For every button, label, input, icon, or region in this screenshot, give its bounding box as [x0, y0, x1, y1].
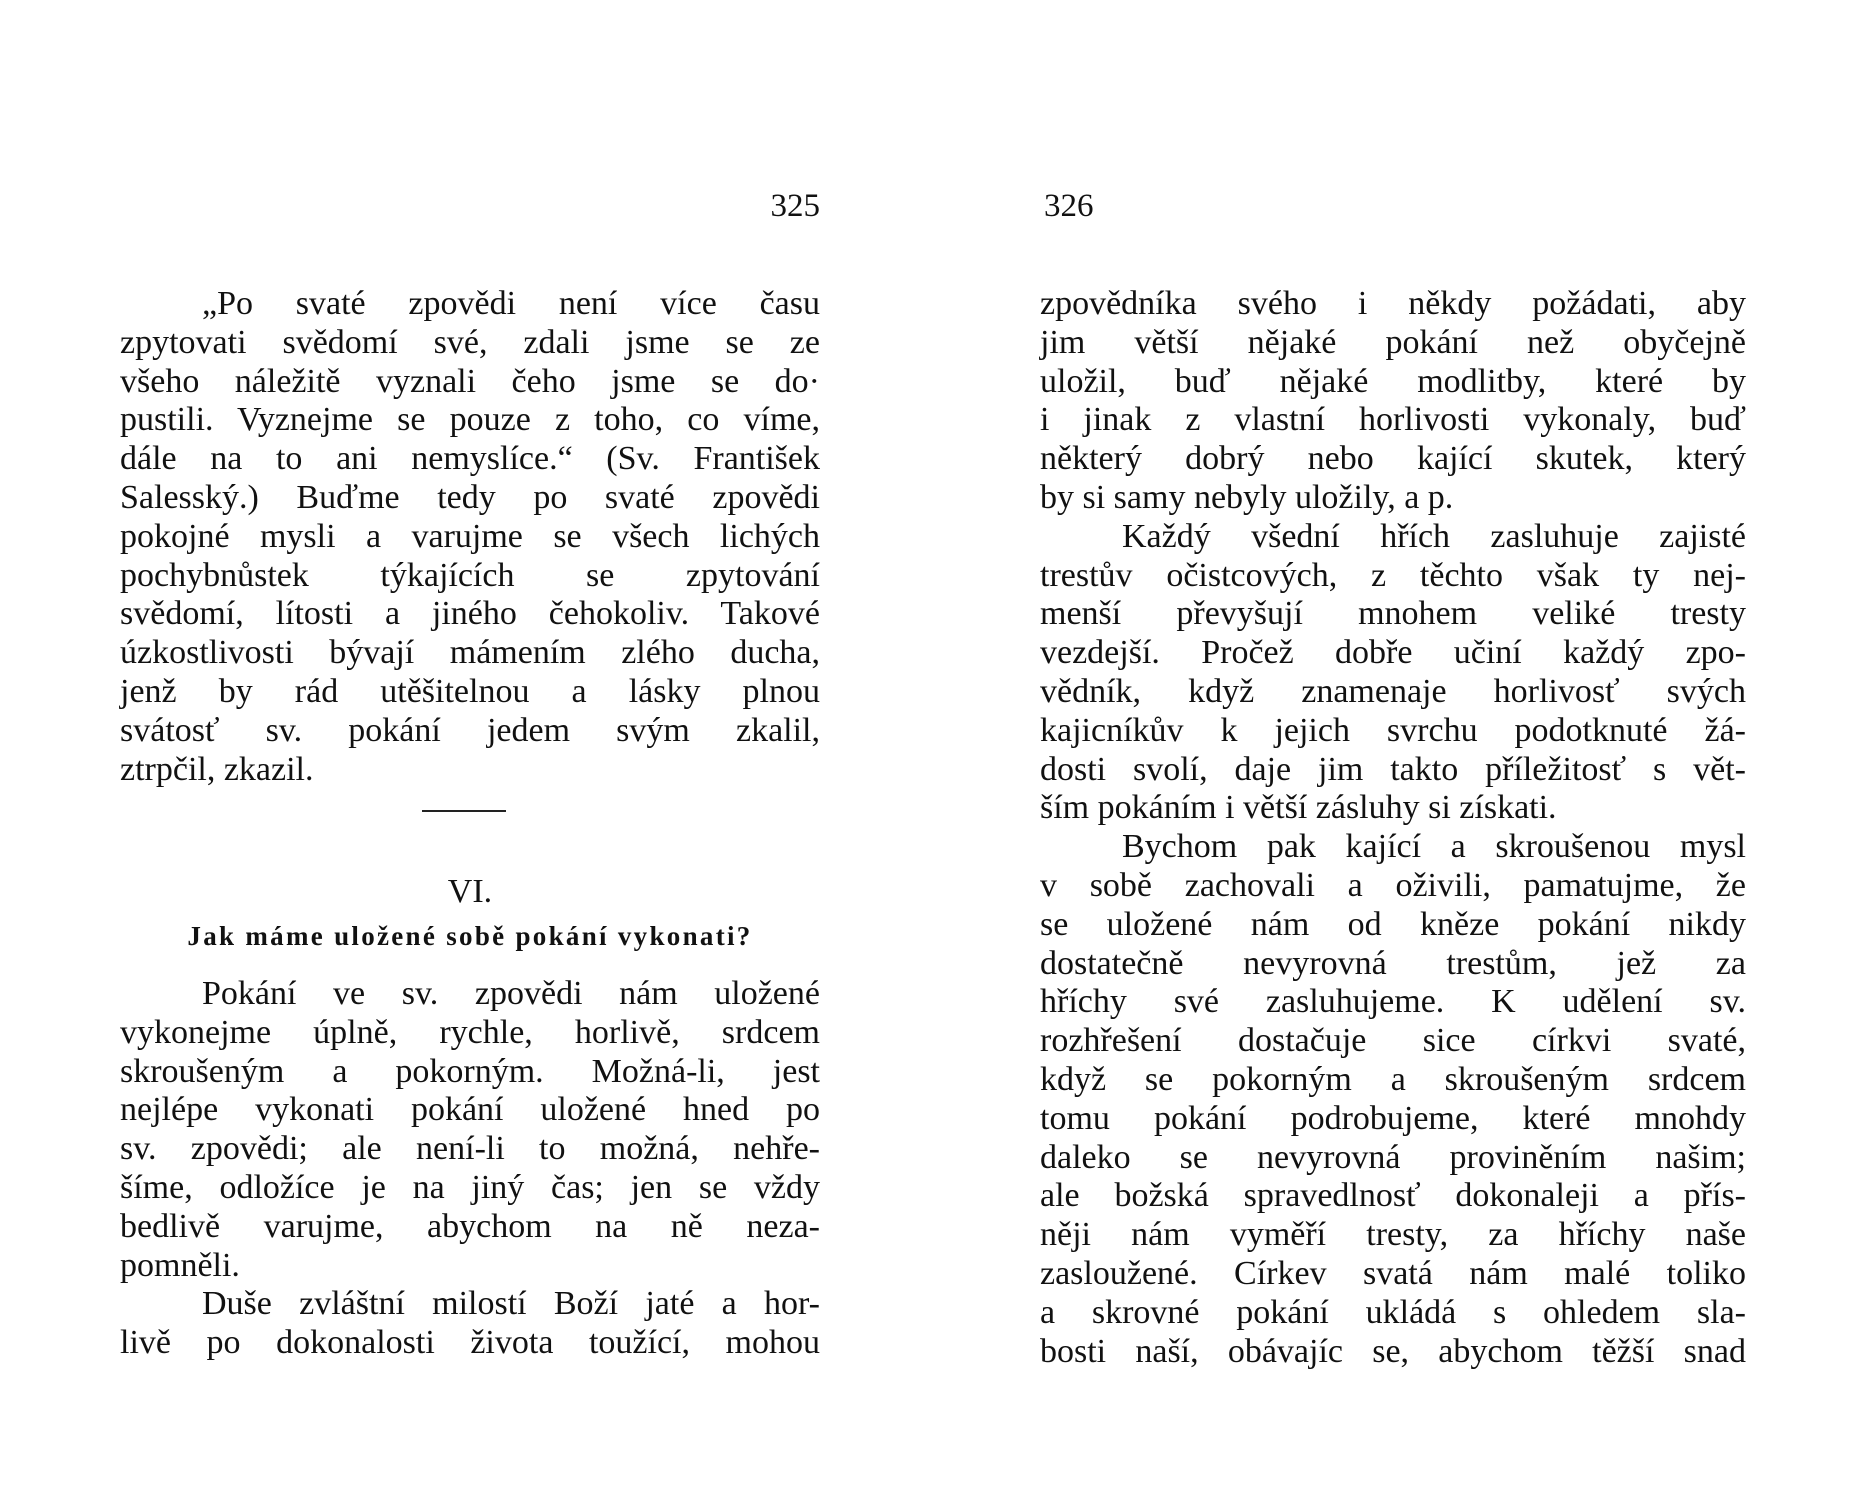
- text-line: svátosť sv. pokání jedem svým zkalil,: [120, 711, 820, 749]
- text-line: rozhřešení dostačuje sice církvi svaté,: [1040, 1022, 1746, 1060]
- text-line: pomněli.: [120, 1246, 240, 1284]
- text-line: trestův očistcových, z těchto však ty nej-: [1040, 556, 1746, 594]
- text-line: tomu pokání podrobujeme, které mnohdy: [1040, 1099, 1746, 1137]
- text-line: se uložené nám od kněze pokání nikdy: [1040, 905, 1746, 943]
- text-line: Salesský.) Buďme tedy po svaté zpovědi: [120, 478, 820, 516]
- text-line: vykonejme úplně, rychle, horlivě, srdcem: [120, 1013, 820, 1051]
- text-line: bedlivě varujme, abychom na ně neza-: [120, 1207, 820, 1245]
- text-line: svědomí, lítosti a jiného čehokoliv. Takové: [120, 595, 820, 633]
- text-line: dostatečně nevyrovná trestům, jež za: [1040, 944, 1746, 982]
- text-line: některý dobrý nebo kající skutek, který: [1040, 440, 1746, 478]
- text-line: i jinak z vlastní horlivosti vykonaly, buď: [1040, 401, 1746, 439]
- text-line: jim větší nějaké pokání než obyčejně: [1040, 323, 1746, 361]
- text-line: sv. zpovědi; ale není-li to možná, nehře-: [120, 1130, 820, 1168]
- text-line: vezdejší. Pročež dobře učiní každý zpo-: [1040, 634, 1746, 672]
- text-line: pustili. Vyznejme se pouze z toho, co víme,: [120, 401, 820, 439]
- text-line: bosti naší, obávajíc se, abychom těžší snad: [1040, 1332, 1746, 1370]
- section-divider: [422, 810, 506, 812]
- text-line: něji nám vyměří tresty, za hříchy naše: [1040, 1216, 1746, 1254]
- text-line: daleko se nevyrovná proviněním našim;: [1040, 1138, 1746, 1176]
- text-line: všeho náležitě vyznali čeho jsme se do·: [120, 362, 820, 400]
- text-line: Každý všední hřích zasluhuje zajisté: [1122, 517, 1746, 555]
- text-line: ale božská spravedlnosť dokonaleji a přís-: [1040, 1177, 1746, 1215]
- text-line: vědník, když znamenaje horlivosť svých: [1040, 672, 1746, 710]
- text-line: skroušeným a pokorným. Možná-li, jest: [120, 1052, 820, 1090]
- text-line: ším pokáním i větší zásluhy si získati.: [1040, 789, 1557, 827]
- text-line: zpytovati svědomí své, zdali jsme se ze: [120, 323, 820, 361]
- text-line: dále na to ani nemyslíce.“ (Sv. František: [120, 440, 820, 478]
- text-line: jenž by rád utěšitelnou a lásky plnou: [120, 672, 820, 710]
- text-line: dosti svolí, daje jim takto příležitosť s vět-: [1040, 750, 1746, 788]
- text-line: nejlépe vykonati pokání uložené hned po: [120, 1091, 820, 1129]
- text-line: pochybnůstek týkajících se zpytování: [120, 556, 820, 594]
- text-line: Bychom pak kající a skroušenou mysl: [1122, 828, 1746, 866]
- text-line: Duše zvláštní milostí Boží jaté a hor-: [202, 1285, 820, 1323]
- text-line: menší převyšují mnohem veliké tresty: [1040, 595, 1746, 633]
- paragraph: [1040, 285, 1746, 1371]
- text-line: když se pokorným a skroušeným srdcem: [1040, 1060, 1746, 1098]
- text-line: úzkostlivosti bývají mámením zlého ducha,: [120, 634, 820, 672]
- text-line: Pokání ve sv. zpovědi nám uložené: [202, 975, 820, 1012]
- text-line: v sobě zachovali a oživili, pamatujme, že: [1040, 866, 1746, 904]
- text-line: zasloužené. Církev svatá nám malé toliko: [1040, 1254, 1746, 1292]
- text-line: by si samy nebyly uložily, a p.: [1040, 478, 1454, 516]
- paragraph: [120, 285, 820, 789]
- text-line: uložil, buď nějaké modlitby, které by: [1040, 362, 1746, 400]
- page-number: 326: [1044, 188, 1094, 224]
- section-number: VI.: [447, 873, 493, 910]
- page-number: 325: [770, 188, 820, 224]
- text-line: kajicníkův k jejich svrchu podotknuté žá-: [1040, 711, 1746, 749]
- text-line: „Po svaté zpovědi není více času: [202, 285, 820, 322]
- text-line: livě po dokonalosti života toužící, mohou: [120, 1324, 820, 1362]
- text-line: šíme, odložíce je na jiný čas; jen se vždy: [120, 1168, 820, 1206]
- text-line: zpovědníka svého i někdy požádati, aby: [1040, 285, 1746, 322]
- section-heading: Jak máme uložené sobě pokání vykonati?: [187, 921, 753, 951]
- text-line: ztrpčil, zkazil.: [120, 750, 314, 788]
- text-line: a skrovné pokání ukládá s ohledem sla-: [1040, 1293, 1746, 1331]
- text-line: hříchy své zasluhujeme. K udělení sv.: [1040, 983, 1746, 1021]
- text-line: pokojné mysli a varujme se všech lichých: [120, 517, 820, 555]
- paragraph: [120, 975, 820, 1363]
